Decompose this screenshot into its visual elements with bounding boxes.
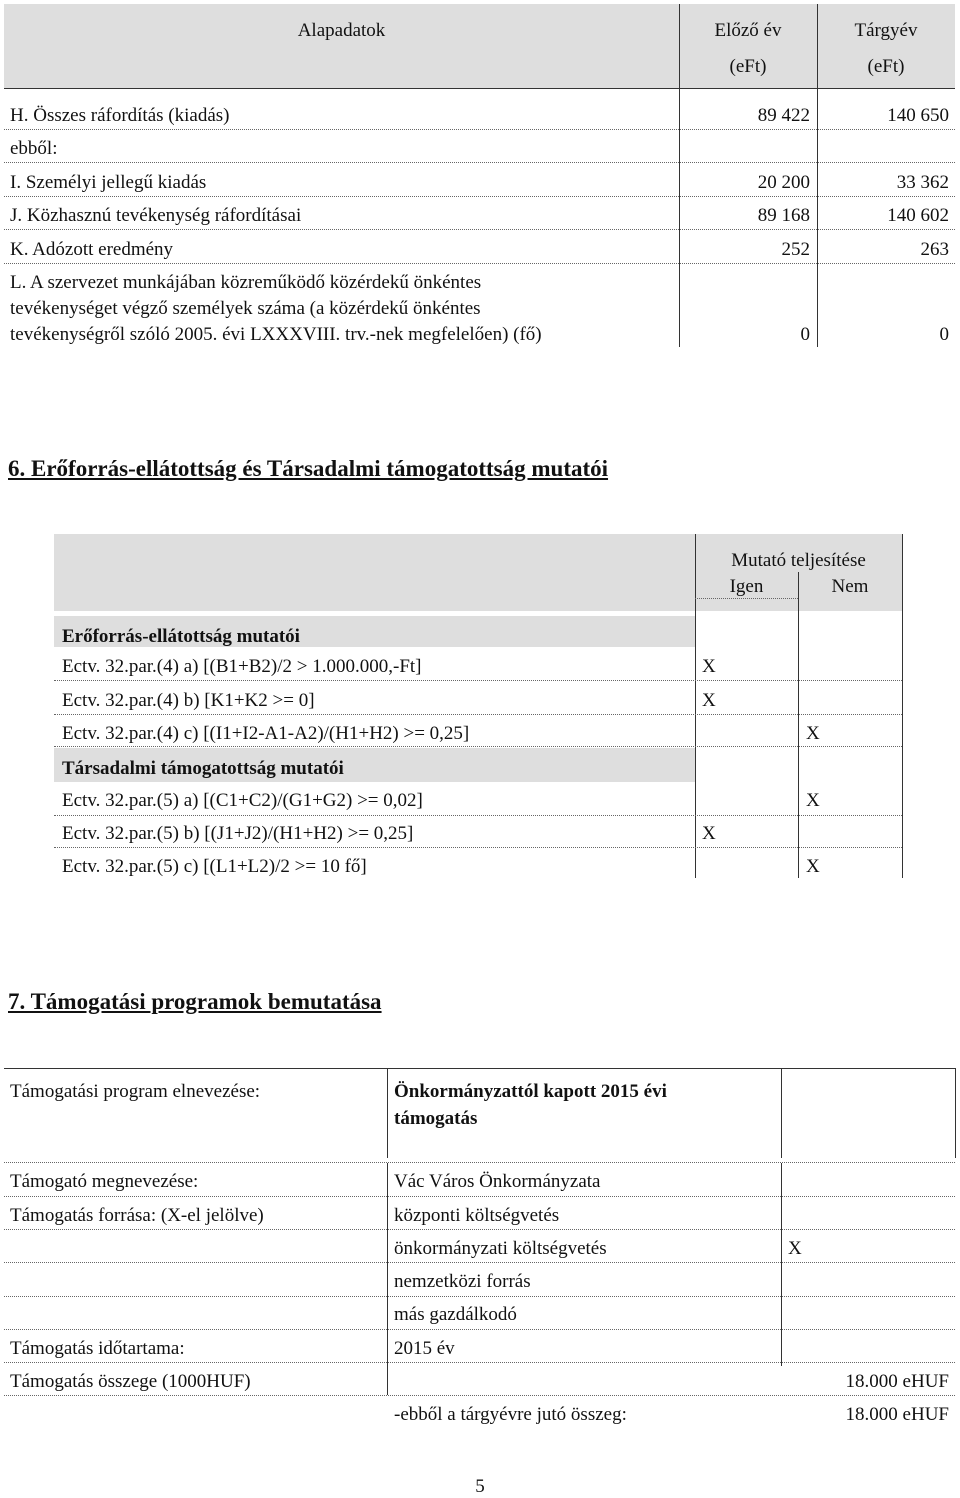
section-7-title: 7. Támogatási programok bemutatása: [8, 989, 382, 1014]
program-name-value-1: Önkormányzattól kapott 2015 évi: [394, 1081, 667, 1102]
finance-row-prev: 252: [781, 239, 810, 260]
page-number: 5: [475, 1476, 485, 1497]
indicator-header-yes: Igen: [729, 576, 764, 597]
header-basics: Alapadatok: [297, 20, 386, 41]
indicator-row-label: Ectv. 32.par.(4) a) [(B1+B2)/2 > 1.000.000,-Ft]: [62, 656, 422, 677]
group-1-title: Erőforrás-ellátottság mutatói: [62, 626, 300, 647]
finance-row-label: I. Személyi jellegű kiadás: [10, 172, 207, 193]
header-curr-year: Tárgyév: [854, 20, 918, 41]
finance-row-curr: 33 362: [896, 172, 949, 193]
current-year-value: 18.000 eHUF: [845, 1404, 949, 1425]
header-curr-unit: (eFt): [867, 56, 905, 77]
finance-row-prev: 89 168: [757, 205, 810, 226]
finance-row-curr: 263: [920, 239, 949, 260]
finance-row-prev: 20 200: [757, 172, 810, 193]
amount-label: Támogatás összege (1000HUF): [10, 1371, 251, 1392]
finance-row-l-line2: tevékenységet végző személyek száma (a közérdekű önkéntes: [10, 298, 481, 319]
source-name: központi költségvetés: [394, 1205, 560, 1226]
indicator-row-yes: X: [702, 690, 716, 711]
indicator-row-label: Ectv. 32.par.(5) a) [(C1+C2)/(G1+G2) >= 0,02]: [62, 790, 423, 811]
source-label: Támogatás forrása: (X-el jelölve): [10, 1205, 264, 1226]
section-6-title: 6. Erőforrás-ellátottság és Társadalmi támogatottság mutatói: [8, 456, 609, 481]
source-name: nemzetközi forrás: [394, 1271, 531, 1292]
indicator-row-no: X: [806, 790, 820, 811]
finance-row-curr: 0: [939, 324, 949, 345]
indicator-row-yes: X: [702, 656, 716, 677]
source-mark: X: [788, 1238, 802, 1259]
source-name: más gazdálkodó: [394, 1304, 517, 1325]
indicator-header-no: Nem: [831, 576, 869, 597]
duration-value: 2015 év: [394, 1338, 455, 1359]
current-year-label: -ebből a tárgyévre jutó összeg:: [394, 1404, 627, 1425]
finance-row-l-line3: tevékenységről szóló 2005. évi LXXXVIII. trv.-nek megfelelően) (fő): [10, 324, 542, 345]
supporter-value: Vác Város Önkormányzata: [394, 1171, 601, 1192]
indicator-header-label: Mutató teljesítése: [731, 550, 866, 571]
indicator-row-yes: X: [702, 823, 716, 844]
header-rule: [4, 88, 955, 89]
finance-row-prev: 89 422: [757, 105, 810, 126]
indicator-row-label: Ectv. 32.par.(5) c) [(L1+L2)/2 >= 10 fő]: [62, 856, 367, 877]
group-2-title: Társadalmi támogatottság mutatói: [62, 758, 344, 779]
program-name-label: Támogatási program elnevezése:: [10, 1081, 261, 1102]
indicator-row-label: Ectv. 32.par.(4) c) [(I1+I2-A1-A2)/(H1+H2) >= 0,25]: [62, 723, 470, 744]
supporter-label: Támogató megnevezése:: [10, 1171, 199, 1192]
program-name-value-2: támogatás: [394, 1108, 478, 1129]
finance-row-label: J. Közhasznú tevékenység ráfordításai: [10, 205, 302, 226]
indicator-row-label: Ectv. 32.par.(5) b) [(J1+J2)/(H1+H2) >= 0,25]: [62, 823, 414, 844]
indicator-row-label: Ectv. 32.par.(4) b) [K1+K2 >= 0]: [62, 690, 315, 711]
finance-row-label: ebből:: [10, 138, 58, 159]
finance-row-curr: 140 602: [887, 205, 949, 226]
finance-row-prev: 0: [800, 324, 810, 345]
indicator-row-no: X: [806, 723, 820, 744]
indicator-header-bg: [54, 534, 902, 611]
duration-label: Támogatás időtartama:: [10, 1338, 185, 1359]
finance-row-label: H. Összes ráfordítás (kiadás): [10, 105, 230, 126]
finance-row-curr: 140 650: [887, 105, 949, 126]
indicator-row-no: X: [806, 856, 820, 877]
amount-value: 18.000 eHUF: [845, 1371, 949, 1392]
header-prev-unit: (eFt): [729, 56, 767, 77]
finance-row-l-line1: L. A szervezet munkájában közreműködő közérdekű önkéntes: [10, 272, 482, 293]
finance-row-label: K. Adózott eredmény: [10, 239, 174, 260]
header-prev-year: Előző év: [714, 20, 782, 41]
source-name: önkormányzati költségvetés: [394, 1238, 607, 1259]
